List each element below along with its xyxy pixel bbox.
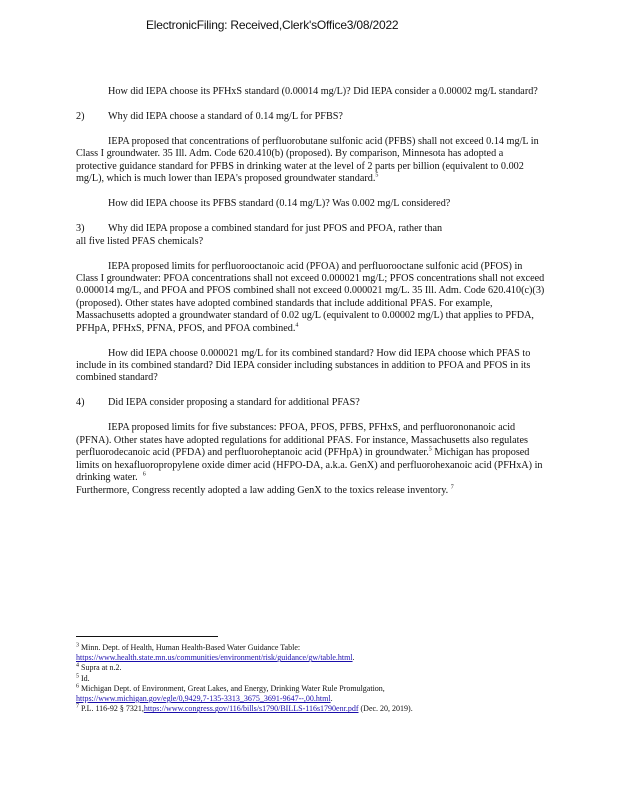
filing-stamp: ElectronicFiling: Received,Clerk'sOffice3/08/2022 [146,18,399,32]
question-3 [76,223,546,235]
footnote-6-link-line: https://www.michigan.gov/egle/0,9429,7-135-3313_3675_3691-9647--,00.html. [76,694,333,704]
paragraph-text: IEPA proposed limits for five substances: PFOA, PFOS, PFBS, PFHxS, and perfluorononanoic acid (PFNA). Other states have adopted regulations for additional PFAS. For instance, Massachusetts also regulates perfluorodecanoic acid (PFDA) and perfluoroheptanoic acid (PFHpA) in groundwater. [76,422,528,459]
paragraph-additional-pfas [76,422,546,496]
paragraph-pfbs [76,136,546,186]
footnote-link[interactable]: https://www.michigan.gov/egle/0,9429,7-135-3313_3675_3691-9647--,00.html [76,694,331,704]
paragraph-pfhxs-question: How did IEPA choose its PFHxS standard (0.00014 mg/L)? Did IEPA consider a 0.00002 mg/L standard? [108,86,538,97]
footnote-ref[interactable]: 6 [142,471,146,478]
question-number: 3) [76,223,85,235]
footnote-5: $^5$ Id. [76,672,90,683]
question-text: Why did IEPA choose a standard of 0.14 mg/L for PFBS? [108,111,343,122]
footnote-ref[interactable]: 5 [428,446,432,453]
question-4 [76,397,546,409]
document-body [76,86,546,510]
footnote-ref[interactable]: 4 [295,322,299,329]
footnote-ref[interactable]: 5 [375,172,379,179]
question-2 [76,111,546,123]
paragraph-text: Furthermore, Congress recently adopted a law adding GenX to the toxics release inventory. [76,484,449,496]
footnotes [76,643,546,714]
paragraph-text: IEPA proposed that concentrations of perfluorobutane sulfonic acid (PFBS) shall not exceed 0.14 mg/L in Class I groundwater. 35 Ill. Adm. Code 620.410(b) (proposed). By comparison, Minnesota has adopted a protective guidance standard for PFBS in drinking water at the level of 2 parts per billion (equivalent to 0.002 mg/L), which is much lower than IEPA's proposed groundwater standard. [76,136,539,185]
footnote-divider [76,636,218,637]
paragraph-pfoa-pfos [76,261,546,335]
paragraph-combined-question: How did IEPA choose 0.000021 mg/L for its combined standard? How did IEPA choose which PFAS to include in its combined standard? Did IEPA consider including substances in addition to PFOA and PFOS in its combined standard? [76,347,531,384]
question-text: Did IEPA consider proposing a standard for additional PFAS? [108,397,360,409]
footnote-3: $^3$ Minn. Dept. of Health, Human Health-Based Water Guidance Table: [76,642,301,652]
footnote-link[interactable]: https://www.health.state.mn.us/communities/environment/risk/guidance/gw/table.html [76,653,353,663]
question-3-continuation: all five listed PFAS chemicals? [76,235,204,247]
footnote-ref[interactable]: 7 [450,484,454,491]
paragraph-text: Michigan has proposed limits on hexafluoropropylene oxide dimer acid (HFPO-DA, a.k.a. GenX) and perfluorohexanoic acid (PFHxA) in drinking water. [76,447,543,484]
footnote-6: $^6$ Michigan Dept. of Environment, Great Lakes, and Energy, Drinking Water Rule Promulgation, [76,683,385,693]
question-text: Why did IEPA propose a combined standard for just PFOS and PFOA, rather than [108,223,443,235]
paragraph-text: IEPA proposed limits for perfluorooctanoic acid (PFOA) and perfluorooctane sulfonic acid (PFOS) in Class I groundwater: PFOA concentrations shall not exceed 0.000021 mg/L; PFOS concentrations shall not exceed 0.000014 mg/L, and PFOA and PFOS combined shall not exceed 0.000021 mg/L. 35 Ill. Adm. Code 620.410(c)(3) (proposed). Other states have adopted combined standards that include additional PFAS. For example, Massachusetts adopted a groundwater standard of 0.02 ug/L (equivalent to 0.00002 mg/L) that applies to PFDA, PFHpA, PFHxS, PFNA, PFOS, and PFOA combined. [76,260,545,334]
footnote-4: $^4$ Supra at n.2. [76,662,122,673]
paragraph-pfbs-question: How did IEPA choose its PFBS standard (0.14 mg/L)? Was 0.002 mg/L considered? [108,198,451,210]
question-number: 4) [76,397,85,409]
question-number: 2) [76,111,85,122]
footnote-link[interactable]: https://www.congress.gov/116/bills/s1790/BILLS-116s1790enr.pdf [143,704,359,714]
footnote-3-link-line: https://www.health.state.mn.us/communities/environment/risk/guidance/gw/table.html. [76,653,355,663]
footnote-7: $^7$ P.L. 116-92 § 7321,https://www.congress.gov/116/bills/s1790/BILLS-116s1790enr.pdf (Dec. 20, 2019). [76,703,413,714]
